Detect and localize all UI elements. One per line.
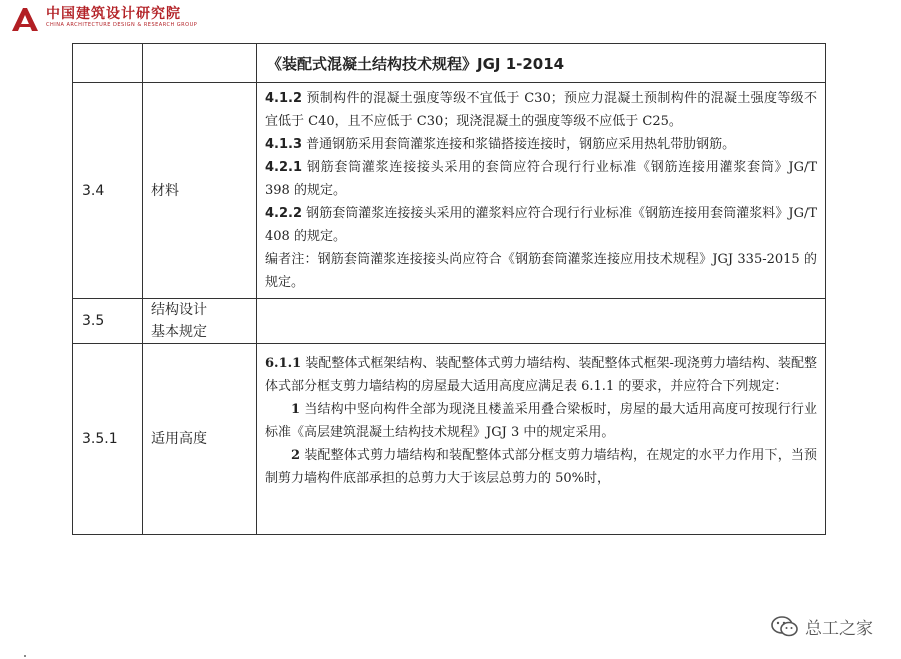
standards-comparison-table <box>72 43 826 535</box>
clause-number: 4.2.2 <box>265 206 303 221</box>
logo-chinese-name: 中国建筑设计研究院 <box>46 6 181 22</box>
row-number: 3.4 <box>73 83 143 299</box>
logo-english-name: CHINA ARCHITECTURE DESIGN & RESEARCH GROUP <box>46 22 198 28</box>
table-row-materials <box>73 83 826 299</box>
header-empty-cell-2 <box>143 44 257 83</box>
cadg-logo-mark-icon <box>10 6 40 32</box>
item-number: 2 <box>291 448 301 463</box>
clause-item <box>265 398 817 444</box>
item-number: 1 <box>291 402 301 417</box>
clause-number: 4.1.3 <box>265 137 303 152</box>
row-label-line: 结构设计 <box>151 302 207 318</box>
clause-text: 钢筋套筒灌浆连接接头采用的灌浆料应符合现行行业标准《钢筋连接用套筒灌浆料》JG/T 408 的规定。 <box>265 206 817 244</box>
header-empty-cell-1 <box>73 44 143 83</box>
clause-text: 装配整体式框架结构、装配整体式剪力墙结构、装配整体式框架-现浇剪力墙结构、装配整体式部分框支剪力墙结构的房屋最大适用高度应满足表 6.1.1 的要求，并应符合下列规定： <box>265 356 817 394</box>
row-content <box>257 344 826 535</box>
row-label-line: 基本规定 <box>151 324 207 340</box>
row-number: 3.5.1 <box>73 344 143 535</box>
item-text: 装配整体式剪力墙结构和装配整体式部分框支剪力墙结构，在规定的水平力作用下，当预制剪力墙构件底部承担的总剪力大于该层总剪力的 50%时， <box>265 448 817 486</box>
wechat-watermark <box>771 614 873 639</box>
row-content <box>257 83 826 299</box>
clause-item <box>265 444 817 490</box>
item-text: 当结构中竖向构件全部为现浇且楼盖采用叠合梁板时，房屋的最大适用高度可按现行行业标准《高层建筑混凝土结构技术规程》JGJ 3 中的规定采用。 <box>265 402 817 440</box>
clause-paragraph <box>265 133 817 156</box>
clause-paragraph <box>265 156 817 202</box>
row-content-empty <box>257 299 826 344</box>
clause-text: 普通钢筋采用套筒灌浆连接和浆锚搭接连接时，钢筋应采用热轧带肋钢筋。 <box>302 137 736 152</box>
row-label: 材料 <box>143 83 257 299</box>
table-header-row <box>73 44 826 83</box>
row-label <box>143 299 257 344</box>
clause-number: 4.1.2 <box>265 91 303 106</box>
clause-text: 钢筋套筒灌浆连接接头采用的套筒应符合现行行业标准《钢筋连接用灌浆套筒》JG/T 398 的规定。 <box>265 160 817 198</box>
clause-text: 预制构件的混凝土强度等级不宜低于 C30；预应力混凝土预制构件的混凝土强度等级不宜低于 C40，且不应低于 C30；现浇混凝土的强度等级不应低于 C25。 <box>265 91 817 129</box>
table-row-basic-rules <box>73 299 826 344</box>
row-label: 适用高度 <box>143 344 257 535</box>
clause-paragraph <box>265 87 817 133</box>
clause-number: 4.2.1 <box>265 160 303 175</box>
editor-note: 编者注：钢筋套筒灌浆连接接头尚应符合《钢筋套筒灌浆连接应用技术规程》JGJ 335-2015 的规定。 <box>265 252 817 290</box>
watermark-text: 总工之家 <box>805 619 873 639</box>
wechat-icon <box>771 616 799 638</box>
table-row-applicable-height <box>73 344 826 535</box>
clause-number: 6.1.1 <box>265 356 302 371</box>
clause-paragraph <box>265 352 817 398</box>
clause-paragraph <box>265 202 817 248</box>
page-speck <box>24 655 26 657</box>
cadg-logo <box>10 6 197 32</box>
standard-title: 《装配式混凝土结构技术规程》JGJ 1-2014 <box>257 44 826 83</box>
row-number: 3.5 <box>73 299 143 344</box>
